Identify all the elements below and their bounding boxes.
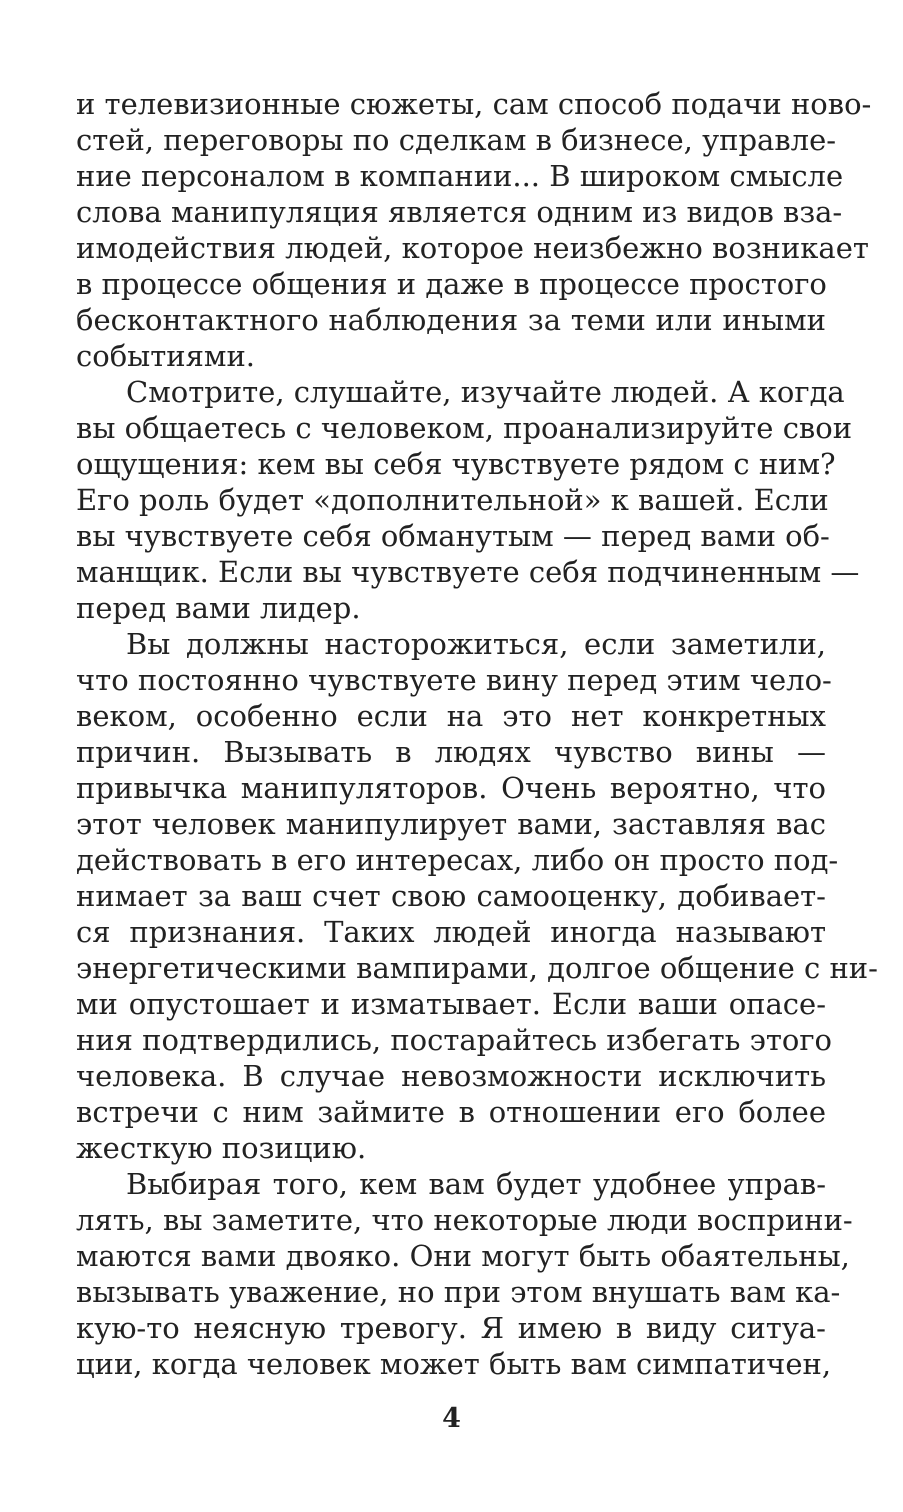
text-line: событиями. bbox=[76, 339, 256, 373]
paragraph bbox=[76, 626, 878, 1166]
text-line: в процессе общения и даже в процессе простого bbox=[76, 267, 827, 301]
text-line: стей, переговоры по сделкам в бизнесе, управле- bbox=[76, 123, 837, 157]
text-line: манщик. Если вы чувствуете себя подчиненным — bbox=[76, 555, 860, 589]
text-line: бесконтактного наблюдения за теми или иными bbox=[76, 303, 826, 337]
text-line: ся признания. Таких людей иногда называют bbox=[76, 915, 826, 949]
page-number: 4 bbox=[442, 1403, 461, 1434]
text-line: ми опустошает и изматывает. Если ваши опасе- bbox=[76, 987, 826, 1021]
text-line: имодействия людей, которое неизбежно возникает bbox=[76, 231, 869, 265]
text-line: встречи с ним займите в отношении его более bbox=[76, 1095, 826, 1129]
text-line: ние персоналом в компании... В широком смысле bbox=[76, 159, 844, 193]
text-line: вызывать уважение, но при этом внушать вам ка- bbox=[76, 1275, 841, 1309]
text-line: действовать в его интересах, либо он просто под- bbox=[76, 843, 839, 877]
text-line: энергетическими вампирами, долгое общение с ни- bbox=[76, 951, 878, 985]
text-line: слова манипуляция является одним из видов вза- bbox=[76, 195, 843, 229]
text-line: Его роль будет «дополнительной» к вашей. Если bbox=[76, 483, 829, 517]
text-line: Смотрите, слушайте, изучайте людей. А когда bbox=[126, 375, 845, 409]
paragraph bbox=[76, 86, 872, 374]
text-line: перед вами лидер. bbox=[76, 591, 361, 625]
text-line: жесткую позицию. bbox=[76, 1131, 367, 1165]
text-line: Выбирая того, кем вам будет удобнее управ- bbox=[126, 1167, 826, 1201]
text-line: ощущения: кем вы себя чувствуете рядом с ним? bbox=[76, 447, 836, 481]
text-line: Вы должны насторожиться, если заметили, bbox=[126, 627, 826, 661]
text-line: этот человек манипулирует вами, заставляя вас bbox=[76, 807, 826, 841]
text-line: веком, особенно если на это нет конкретных bbox=[76, 699, 826, 733]
text-line: нимает за ваш счет свою самооценку, добивает- bbox=[76, 879, 826, 913]
text-line: вы общаетесь с человеком, проанализируйте свои bbox=[76, 411, 853, 445]
body-text bbox=[76, 86, 878, 1382]
text-line: лять, вы заметите, что некоторые люди восприни- bbox=[76, 1203, 853, 1237]
text-line: ции, когда человек может быть вам симпатичен, bbox=[76, 1347, 832, 1381]
paragraph bbox=[76, 1166, 853, 1382]
text-line: кую-то неясную тревогу. Я имею в виду ситуа- bbox=[76, 1311, 826, 1345]
text-line: человека. В случае невозможности исключить bbox=[76, 1059, 826, 1093]
paragraph bbox=[76, 374, 860, 626]
text-line: вы чувствуете себя обманутым — перед вами об- bbox=[76, 519, 830, 553]
text-line: причин. Вызывать в людях чувство вины — bbox=[76, 735, 826, 769]
text-line: ния подтвердились, постарайтесь избегать этого bbox=[76, 1023, 833, 1057]
text-line: и телевизионные сюжеты, сам способ подачи ново- bbox=[76, 87, 872, 121]
text-line: что постоянно чувствуете вину перед этим чело- bbox=[76, 663, 832, 697]
text-line: привычка манипуляторов. Очень вероятно, что bbox=[76, 771, 826, 805]
text-line: маются вами двояко. Они могут быть обаятельны, bbox=[76, 1239, 850, 1273]
